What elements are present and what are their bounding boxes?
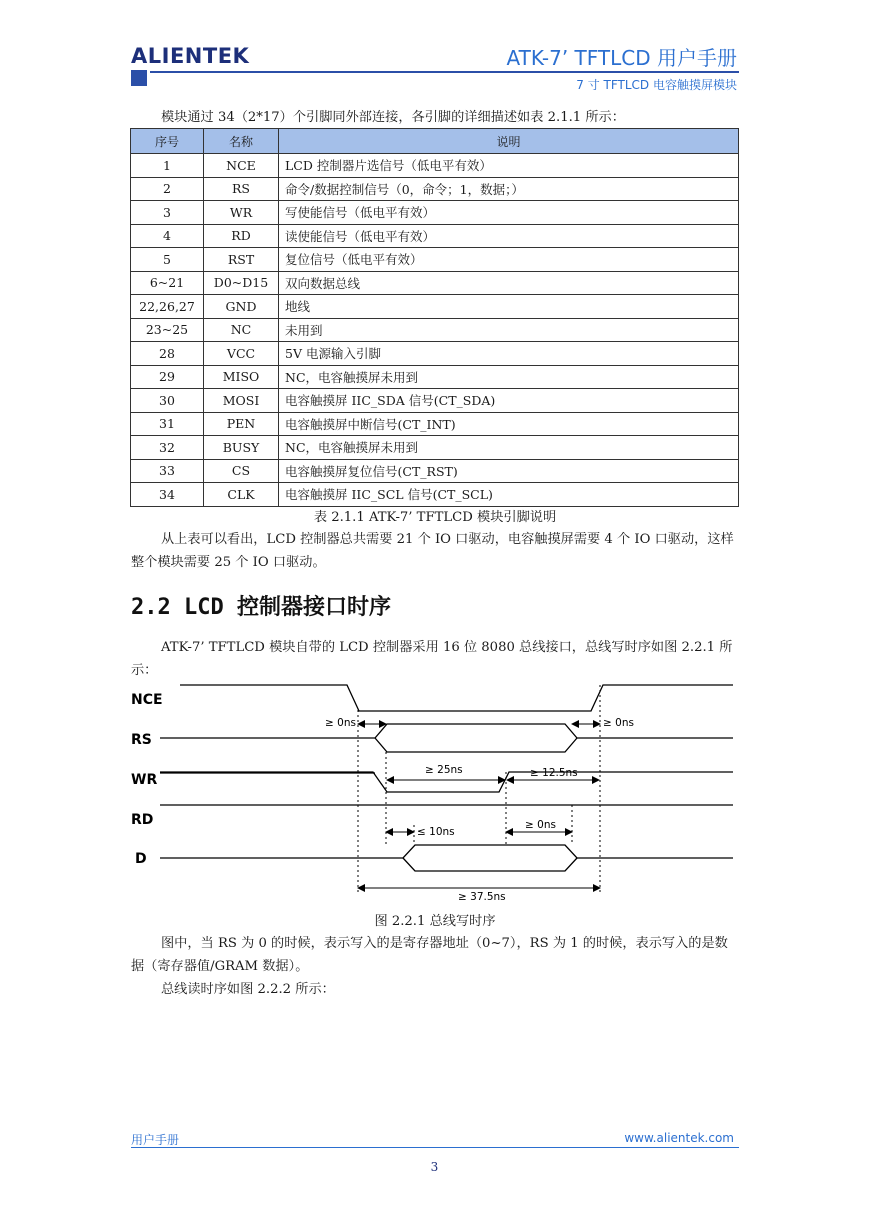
pin-description-cell: 5V 电源输入引脚 xyxy=(279,342,739,366)
pin-description-cell: 未用到 xyxy=(279,318,739,342)
wr-high-label: ≥ 12.5ns xyxy=(530,767,578,779)
rs-hold-label: ≥ 0ns xyxy=(603,717,634,729)
table-row xyxy=(131,295,739,319)
pin-index-cell: 23~25 xyxy=(131,318,204,342)
table-row xyxy=(131,342,739,366)
pin-description-cell: NC，电容触摸屏未用到 xyxy=(279,365,739,389)
pin-description-cell: 电容触摸屏 IIC_SCL 信号(CT_SCL) xyxy=(279,483,739,507)
table-row xyxy=(131,201,739,225)
table-row xyxy=(131,271,739,295)
column-header-name: 名称 xyxy=(204,129,279,154)
pin-description-cell: 地线 xyxy=(279,295,739,319)
signal-label-d: D xyxy=(135,851,147,867)
table-row xyxy=(131,483,739,507)
timing-intro-paragraph: ATK-7’ TFTLCD 模块自带的 LCD 控制器采用 16 位 8080 总线接口，总线写时序如图 2.2.1 所示： xyxy=(131,640,733,678)
pin-name-cell: MOSI xyxy=(204,389,279,413)
header-rule xyxy=(150,71,739,73)
pin-name-cell: CLK xyxy=(204,483,279,507)
d-hold-label: ≥ 0ns xyxy=(525,819,556,831)
pin-index-cell: 31 xyxy=(131,412,204,436)
cycle-label: ≥ 37.5ns xyxy=(458,891,506,903)
pin-name-cell: RD xyxy=(204,224,279,248)
pin-name-cell: NCE xyxy=(204,154,279,178)
document-subtitle: 7 寸 TFTLCD 电容触摸屏模块 xyxy=(576,78,737,92)
nce-waveform xyxy=(180,685,733,711)
pin-index-cell: 6~21 xyxy=(131,271,204,295)
write-timing-diagram xyxy=(125,680,745,905)
figure-caption: 图 2.2.1 总线写时序 xyxy=(374,914,496,929)
pin-name-cell: D0~D15 xyxy=(204,271,279,295)
pin-name-cell: NC xyxy=(204,318,279,342)
pin-description-cell: 电容触摸屏复位信号(CT_RST) xyxy=(279,459,739,483)
d-waveform-top xyxy=(160,845,733,858)
table-row xyxy=(131,248,739,272)
column-header-index: 序号 xyxy=(131,129,204,154)
section-heading: 2.2 LCD 控制器接口时序 xyxy=(131,595,391,620)
pin-name-cell: RST xyxy=(204,248,279,272)
table-row xyxy=(131,154,739,178)
table-row xyxy=(131,412,739,436)
table-row xyxy=(131,436,739,460)
table-row xyxy=(131,365,739,389)
column-header-description: 说明 xyxy=(279,129,739,154)
pin-description-cell: 复位信号（低电平有效） xyxy=(279,248,739,272)
pin-description-cell: 电容触摸屏 IIC_SDA 信号(CT_SDA) xyxy=(279,389,739,413)
pin-name-cell: GND xyxy=(204,295,279,319)
pin-description-cell: 电容触摸屏中断信号(CT_INT) xyxy=(279,412,739,436)
pin-description-cell: 命令/数据控制信号（0，命令；1，数据；） xyxy=(279,177,739,201)
document-title: ATK-7’ TFTLCD 用户手册 xyxy=(506,46,737,70)
pin-index-cell: 2 xyxy=(131,177,204,201)
rs-setup-label: ≥ 0ns xyxy=(325,717,356,729)
footer-manual-label: 用户手册 xyxy=(131,1133,180,1147)
d-waveform-bottom xyxy=(403,858,577,871)
pin-index-cell: 5 xyxy=(131,248,204,272)
pin-name-cell: BUSY xyxy=(204,436,279,460)
pin-index-cell: 3 xyxy=(131,201,204,225)
pin-description-cell: 写使能信号（低电平有效） xyxy=(279,201,739,225)
summary-paragraph: 从上表可以看出，LCD 控制器总共需要 21 个 IO 口驱动，电容触摸屏需要 4 个 IO 口驱动，这样整个模块需要 25 个 IO 口驱动。 xyxy=(131,532,734,570)
table-row xyxy=(131,177,739,201)
pin-index-cell: 1 xyxy=(131,154,204,178)
table-row xyxy=(131,459,739,483)
pin-table-body xyxy=(131,154,739,507)
pin-name-cell: PEN xyxy=(204,412,279,436)
pin-index-cell: 28 xyxy=(131,342,204,366)
page-number: 3 xyxy=(430,1160,439,1174)
table-caption: 表 2.1.1 ATK-7’ TFTLCD 模块引脚说明 xyxy=(313,510,557,525)
pin-table xyxy=(130,128,739,507)
footer-website-link[interactable]: www.alientek.com xyxy=(624,1131,734,1145)
signal-label-rs: RS xyxy=(131,732,152,748)
pin-name-cell: RS xyxy=(204,177,279,201)
signal-label-wr: WR xyxy=(131,772,158,788)
wr-low-label: ≥ 25ns xyxy=(425,764,463,776)
brand-accent-block xyxy=(131,70,147,86)
intro-paragraph: 模块通过 34（2*17）个引脚同外部连接，各引脚的详细描述如表 2.1.1 所示： xyxy=(161,110,625,125)
pin-description-cell: NC，电容触摸屏未用到 xyxy=(279,436,739,460)
pin-index-cell: 32 xyxy=(131,436,204,460)
pin-description-cell: 双向数据总线 xyxy=(279,271,739,295)
pin-name-cell: MISO xyxy=(204,365,279,389)
brand-logo: ALIENTEK xyxy=(131,44,250,68)
read-timing-intro-paragraph: 总线读时序如图 2.2.2 所示： xyxy=(161,982,335,997)
signal-label-rd: RD xyxy=(131,812,154,828)
pin-name-cell: CS xyxy=(204,459,279,483)
d-setup-label: ≤ 10ns xyxy=(417,826,455,838)
pin-index-cell: 30 xyxy=(131,389,204,413)
pin-name-cell: WR xyxy=(204,201,279,225)
pin-name-cell: VCC xyxy=(204,342,279,366)
pin-description-cell: 读使能信号（低电平有效） xyxy=(279,224,739,248)
table-row xyxy=(131,389,739,413)
rs-explanation-paragraph: 图中，当 RS 为 0 的时候，表示写入的是寄存器地址（0~7），RS 为 1 的时候，表示写入的是数据（寄存器值/GRAM 数据）。 xyxy=(131,936,728,974)
rs-waveform-top xyxy=(160,724,733,738)
pin-index-cell: 29 xyxy=(131,365,204,389)
table-row xyxy=(131,318,739,342)
signal-label-nce: NCE xyxy=(131,692,163,708)
table-header-row xyxy=(131,129,739,154)
pin-index-cell: 34 xyxy=(131,483,204,507)
pin-index-cell: 22,26,27 xyxy=(131,295,204,319)
rs-waveform-bottom xyxy=(375,738,577,752)
pin-description-cell: LCD 控制器片选信号（低电平有效） xyxy=(279,154,739,178)
pin-index-cell: 33 xyxy=(131,459,204,483)
table-row xyxy=(131,224,739,248)
pin-index-cell: 4 xyxy=(131,224,204,248)
footer-rule xyxy=(131,1147,739,1148)
